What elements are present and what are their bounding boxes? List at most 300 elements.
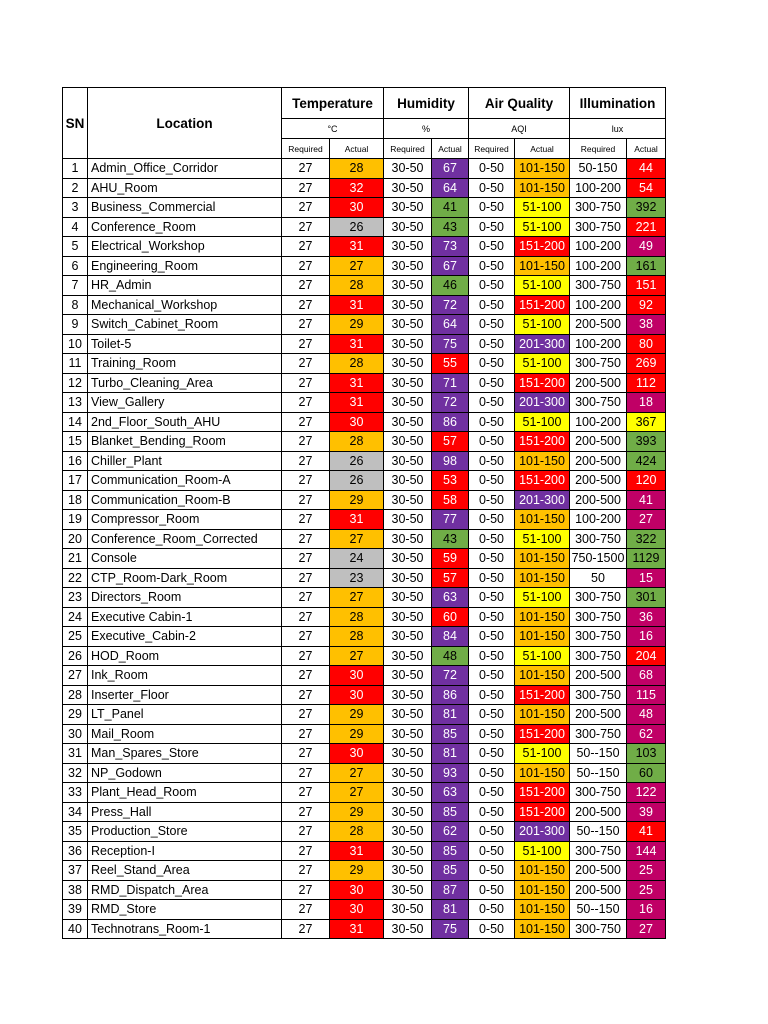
humidity-required-cell: 30-50 (384, 490, 432, 510)
air-quality-actual-cell: 101-150 (515, 666, 570, 686)
temperature-required-cell: 27 (282, 393, 330, 413)
location-cell: Electrical_Workshop (88, 237, 282, 257)
temperature-actual-cell: 28 (330, 432, 384, 452)
sn-cell: 30 (63, 724, 88, 744)
air-quality-required-cell: 0-50 (469, 705, 515, 725)
temperature-required-cell: 27 (282, 802, 330, 822)
air-quality-required-cell: 0-50 (469, 685, 515, 705)
location-cell: Blanket_Bending_Room (88, 432, 282, 452)
location-cell: Engineering_Room (88, 256, 282, 276)
illumination-required-cell: 300-750 (570, 627, 627, 647)
humidity-required-cell: 30-50 (384, 159, 432, 179)
table-body (63, 159, 666, 939)
temperature-required-cell: 27 (282, 198, 330, 218)
location-cell: Compressor_Room (88, 510, 282, 530)
table-row (63, 159, 666, 179)
table-row (63, 744, 666, 764)
sn-cell: 25 (63, 627, 88, 647)
illumination-required-cell: 750-1500 (570, 549, 627, 569)
illumination-actual-cell: 48 (627, 705, 666, 725)
illumination-required-cell: 200-500 (570, 315, 627, 335)
illumination-actual-cell: 112 (627, 373, 666, 393)
illumination-actual-cell: 115 (627, 685, 666, 705)
air-quality-actual-cell: 101-150 (515, 549, 570, 569)
temperature-required-cell: 27 (282, 178, 330, 198)
illumination-required-cell: 50--150 (570, 763, 627, 783)
air-quality-required-cell: 0-50 (469, 783, 515, 803)
humidity-actual-cell: 57 (432, 568, 469, 588)
humidity-actual-cell: 81 (432, 705, 469, 725)
illumination-actual-cell: 392 (627, 198, 666, 218)
air-quality-required-cell: 0-50 (469, 432, 515, 452)
table-row (63, 315, 666, 335)
illumination-required-cell: 200-500 (570, 373, 627, 393)
illumination-actual-cell: 393 (627, 432, 666, 452)
humidity-actual-cell: 64 (432, 178, 469, 198)
air-quality-required-cell: 0-50 (469, 588, 515, 608)
illumination-actual-cell: 322 (627, 529, 666, 549)
air-quality-actual-cell: 101-150 (515, 705, 570, 725)
illumination-required-cell: 300-750 (570, 217, 627, 237)
location-cell: HR_Admin (88, 276, 282, 296)
table-row (63, 705, 666, 725)
humidity-unit: % (384, 119, 469, 139)
humidity-actual-cell: 85 (432, 802, 469, 822)
location-cell: HOD_Room (88, 646, 282, 666)
air-quality-required-cell: 0-50 (469, 159, 515, 179)
air-quality-actual-cell: 51-100 (515, 588, 570, 608)
humidity-actual-cell: 85 (432, 861, 469, 881)
temperature-actual-cell: 24 (330, 549, 384, 569)
air-quality-actual-cell: 51-100 (515, 276, 570, 296)
illumination-actual-cell: 49 (627, 237, 666, 257)
sn-cell: 24 (63, 607, 88, 627)
air-quality-actual-cell: 151-200 (515, 432, 570, 452)
air-quality-unit: AQI (469, 119, 570, 139)
temperature-actual-cell: 29 (330, 705, 384, 725)
table-row (63, 919, 666, 939)
illumination-actual-cell: 15 (627, 568, 666, 588)
sn-cell: 6 (63, 256, 88, 276)
humidity-required-cell: 30-50 (384, 588, 432, 608)
humidity-required-cell: 30-50 (384, 705, 432, 725)
sn-cell: 38 (63, 880, 88, 900)
table-row (63, 549, 666, 569)
illumination-actual-cell: 54 (627, 178, 666, 198)
air-quality-required-cell: 0-50 (469, 607, 515, 627)
air-quality-required-cell: 0-50 (469, 763, 515, 783)
sn-cell: 21 (63, 549, 88, 569)
table-row (63, 354, 666, 374)
air-quality-required-cell: 0-50 (469, 451, 515, 471)
air-quality-required-cell: 0-50 (469, 217, 515, 237)
temperature-actual-cell: 27 (330, 763, 384, 783)
table-row (63, 510, 666, 530)
temperature-actual-cell: 30 (330, 744, 384, 764)
temperature-actual-cell: 30 (330, 685, 384, 705)
humidity-actual-cell: 63 (432, 783, 469, 803)
air-quality-actual-cell: 51-100 (515, 744, 570, 764)
temperature-required-cell: 27 (282, 432, 330, 452)
humidity-actual-cell: 86 (432, 412, 469, 432)
humidity-actual-cell: 86 (432, 685, 469, 705)
air-quality-required-cell: 0-50 (469, 549, 515, 569)
illumination-required-cell: 300-750 (570, 276, 627, 296)
sn-cell: 19 (63, 510, 88, 530)
illumination-required-cell: 300-750 (570, 783, 627, 803)
illumination-required-cell: 50--150 (570, 822, 627, 842)
location-cell: Man_Spares_Store (88, 744, 282, 764)
temperature-actual-cell: 27 (330, 256, 384, 276)
humidity-required-cell: 30-50 (384, 217, 432, 237)
humidity-actual-cell: 73 (432, 237, 469, 257)
sn-cell: 17 (63, 471, 88, 491)
temperature-required-cell: 27 (282, 705, 330, 725)
illumination-required-cell: 100-200 (570, 295, 627, 315)
air-quality-required-cell: 0-50 (469, 237, 515, 257)
sn-cell: 5 (63, 237, 88, 257)
illumination-actual-header: Actual (627, 139, 666, 159)
environment-table (62, 87, 666, 939)
illumination-required-cell: 100-200 (570, 412, 627, 432)
table-row (63, 861, 666, 881)
air-quality-actual-cell: 51-100 (515, 217, 570, 237)
table-row (63, 880, 666, 900)
air-quality-actual-cell: 101-150 (515, 510, 570, 530)
temperature-required-cell: 27 (282, 373, 330, 393)
illumination-required-cell: 200-500 (570, 666, 627, 686)
location-cell: Business_Commercial (88, 198, 282, 218)
sn-cell: 34 (63, 802, 88, 822)
air-quality-required-cell: 0-50 (469, 666, 515, 686)
humidity-required-cell: 30-50 (384, 178, 432, 198)
air-quality-required-cell: 0-50 (469, 841, 515, 861)
location-cell: Plant_Head_Room (88, 783, 282, 803)
illumination-required-cell: 300-750 (570, 588, 627, 608)
humidity-actual-cell: 43 (432, 217, 469, 237)
temperature-required-cell: 27 (282, 510, 330, 530)
temperature-required-cell: 27 (282, 919, 330, 939)
air-quality-required-cell: 0-50 (469, 295, 515, 315)
sn-cell: 14 (63, 412, 88, 432)
table-row (63, 198, 666, 218)
humidity-actual-cell: 72 (432, 295, 469, 315)
illumination-required-cell: 100-200 (570, 256, 627, 276)
temperature-actual-cell: 31 (330, 510, 384, 530)
temperature-actual-cell: 28 (330, 159, 384, 179)
air-quality-actual-cell: 101-150 (515, 451, 570, 471)
location-cell: Executive_Cabin-2 (88, 627, 282, 647)
air-quality-actual-cell: 151-200 (515, 724, 570, 744)
temperature-required-cell: 27 (282, 295, 330, 315)
table-row (63, 217, 666, 237)
illumination-required-cell: 300-750 (570, 529, 627, 549)
sn-cell: 15 (63, 432, 88, 452)
air-quality-actual-cell: 201-300 (515, 822, 570, 842)
humidity-header: Humidity (384, 88, 469, 119)
location-cell: Inserter_Floor (88, 685, 282, 705)
humidity-actual-cell: 81 (432, 744, 469, 764)
air-quality-actual-cell: 151-200 (515, 373, 570, 393)
humidity-actual-cell: 77 (432, 510, 469, 530)
illumination-actual-cell: 41 (627, 822, 666, 842)
air-quality-actual-cell: 151-200 (515, 802, 570, 822)
illumination-required-cell: 100-200 (570, 334, 627, 354)
illumination-actual-cell: 120 (627, 471, 666, 491)
location-cell: Mechanical_Workshop (88, 295, 282, 315)
location-cell: RMD_Dispatch_Area (88, 880, 282, 900)
sn-cell: 1 (63, 159, 88, 179)
illumination-actual-cell: 38 (627, 315, 666, 335)
temperature-required-cell: 27 (282, 237, 330, 257)
table-row (63, 295, 666, 315)
table-row (63, 724, 666, 744)
table-row (63, 783, 666, 803)
illumination-required-cell: 200-500 (570, 490, 627, 510)
air-quality-required-cell: 0-50 (469, 861, 515, 881)
sn-cell: 10 (63, 334, 88, 354)
illumination-required-cell: 300-750 (570, 607, 627, 627)
illumination-required-cell: 200-500 (570, 861, 627, 881)
humidity-required-cell: 30-50 (384, 256, 432, 276)
humidity-actual-header: Actual (432, 139, 469, 159)
table-row (63, 822, 666, 842)
temperature-actual-cell: 30 (330, 666, 384, 686)
table-row (63, 256, 666, 276)
sn-cell: 4 (63, 217, 88, 237)
illumination-actual-cell: 103 (627, 744, 666, 764)
air-quality-actual-cell: 151-200 (515, 783, 570, 803)
table-row (63, 178, 666, 198)
temperature-required-cell: 27 (282, 412, 330, 432)
air-quality-actual-cell: 201-300 (515, 490, 570, 510)
location-header: Location (88, 88, 282, 159)
illumination-required-cell: 300-750 (570, 685, 627, 705)
table-row (63, 568, 666, 588)
humidity-required-cell: 30-50 (384, 549, 432, 569)
humidity-required-cell: 30-50 (384, 471, 432, 491)
illumination-actual-cell: 424 (627, 451, 666, 471)
illumination-actual-cell: 204 (627, 646, 666, 666)
illumination-required-cell: 300-750 (570, 393, 627, 413)
illumination-actual-cell: 16 (627, 627, 666, 647)
air-quality-required-cell: 0-50 (469, 627, 515, 647)
humidity-required-cell: 30-50 (384, 744, 432, 764)
air-quality-required-cell: 0-50 (469, 724, 515, 744)
air-quality-required-cell: 0-50 (469, 178, 515, 198)
air-quality-required-cell: 0-50 (469, 276, 515, 296)
table-row (63, 490, 666, 510)
humidity-required-cell: 30-50 (384, 568, 432, 588)
sn-cell: 28 (63, 685, 88, 705)
sn-cell: 9 (63, 315, 88, 335)
humidity-actual-cell: 84 (432, 627, 469, 647)
humidity-required-cell: 30-50 (384, 607, 432, 627)
humidity-actual-cell: 81 (432, 900, 469, 920)
temperature-required-cell: 27 (282, 568, 330, 588)
sn-header: SN (63, 88, 88, 159)
location-cell: Communication_Room-A (88, 471, 282, 491)
humidity-required-cell: 30-50 (384, 763, 432, 783)
temperature-required-cell: 27 (282, 627, 330, 647)
location-cell: Switch_Cabinet_Room (88, 315, 282, 335)
location-cell: Training_Room (88, 354, 282, 374)
humidity-actual-cell: 64 (432, 315, 469, 335)
temperature-actual-cell: 30 (330, 198, 384, 218)
illumination-required-cell: 300-750 (570, 724, 627, 744)
air-quality-required-cell: 0-50 (469, 919, 515, 939)
sn-cell: 29 (63, 705, 88, 725)
table-row (63, 529, 666, 549)
sn-cell: 22 (63, 568, 88, 588)
humidity-actual-cell: 57 (432, 432, 469, 452)
air-quality-required-cell: 0-50 (469, 354, 515, 374)
temperature-actual-cell: 26 (330, 471, 384, 491)
air-quality-actual-cell: 151-200 (515, 237, 570, 257)
sn-cell: 2 (63, 178, 88, 198)
sn-cell: 33 (63, 783, 88, 803)
air-quality-actual-cell: 51-100 (515, 198, 570, 218)
humidity-required-cell: 30-50 (384, 354, 432, 374)
sn-cell: 23 (63, 588, 88, 608)
temperature-required-cell: 27 (282, 900, 330, 920)
illumination-required-cell: 50-150 (570, 159, 627, 179)
humidity-actual-cell: 67 (432, 256, 469, 276)
air-quality-actual-cell: 101-150 (515, 763, 570, 783)
humidity-required-cell: 30-50 (384, 627, 432, 647)
temperature-required-cell: 27 (282, 217, 330, 237)
location-cell: AHU_Room (88, 178, 282, 198)
humidity-actual-cell: 63 (432, 588, 469, 608)
humidity-actual-cell: 59 (432, 549, 469, 569)
air-quality-actual-cell: 51-100 (515, 412, 570, 432)
sn-cell: 26 (63, 646, 88, 666)
sn-cell: 32 (63, 763, 88, 783)
sn-cell: 11 (63, 354, 88, 374)
humidity-required-cell: 30-50 (384, 802, 432, 822)
air-quality-actual-cell: 101-150 (515, 627, 570, 647)
sn-cell: 16 (63, 451, 88, 471)
temperature-required-header: Required (282, 139, 330, 159)
humidity-actual-cell: 60 (432, 607, 469, 627)
air-quality-required-cell: 0-50 (469, 646, 515, 666)
humidity-required-cell: 30-50 (384, 373, 432, 393)
air-quality-required-cell: 0-50 (469, 568, 515, 588)
table-row (63, 588, 666, 608)
temperature-required-cell: 27 (282, 276, 330, 296)
humidity-actual-cell: 41 (432, 198, 469, 218)
illumination-required-cell: 200-500 (570, 880, 627, 900)
air-quality-required-cell: 0-50 (469, 802, 515, 822)
illumination-actual-cell: 151 (627, 276, 666, 296)
temperature-actual-cell: 23 (330, 568, 384, 588)
table-row (63, 276, 666, 296)
illumination-required-cell: 200-500 (570, 451, 627, 471)
air-quality-actual-cell: 51-100 (515, 841, 570, 861)
location-cell: Production_Store (88, 822, 282, 842)
table-row (63, 393, 666, 413)
humidity-actual-cell: 75 (432, 919, 469, 939)
air-quality-required-cell: 0-50 (469, 471, 515, 491)
temperature-actual-cell: 29 (330, 861, 384, 881)
location-cell: Executive Cabin-1 (88, 607, 282, 627)
temperature-required-cell: 27 (282, 646, 330, 666)
humidity-actual-cell: 48 (432, 646, 469, 666)
humidity-required-cell: 30-50 (384, 685, 432, 705)
air-quality-required-cell: 0-50 (469, 490, 515, 510)
humidity-required-cell: 30-50 (384, 783, 432, 803)
location-cell: CTP_Room-Dark_Room (88, 568, 282, 588)
humidity-required-cell: 30-50 (384, 334, 432, 354)
sn-cell: 37 (63, 861, 88, 881)
table-row (63, 841, 666, 861)
air-quality-required-cell: 0-50 (469, 744, 515, 764)
illumination-required-cell: 50--150 (570, 744, 627, 764)
air-quality-header: Air Quality (469, 88, 570, 119)
temperature-required-cell: 27 (282, 315, 330, 335)
table-row (63, 412, 666, 432)
air-quality-required-cell: 0-50 (469, 822, 515, 842)
air-quality-actual-cell: 51-100 (515, 354, 570, 374)
air-quality-required-cell: 0-50 (469, 393, 515, 413)
location-cell: Press_Hall (88, 802, 282, 822)
air-quality-actual-cell: 101-150 (515, 900, 570, 920)
table-row (63, 432, 666, 452)
air-quality-actual-cell: 101-150 (515, 159, 570, 179)
temperature-actual-header: Actual (330, 139, 384, 159)
humidity-required-cell: 30-50 (384, 393, 432, 413)
temperature-actual-cell: 31 (330, 334, 384, 354)
temperature-required-cell: 27 (282, 685, 330, 705)
temperature-required-cell: 27 (282, 841, 330, 861)
humidity-required-cell: 30-50 (384, 237, 432, 257)
air-quality-actual-cell: 151-200 (515, 685, 570, 705)
illumination-required-cell: 100-200 (570, 237, 627, 257)
table-row (63, 646, 666, 666)
humidity-actual-cell: 87 (432, 880, 469, 900)
illumination-actual-cell: 221 (627, 217, 666, 237)
sn-cell: 20 (63, 529, 88, 549)
air-quality-required-cell: 0-50 (469, 315, 515, 335)
table-row (63, 471, 666, 491)
location-cell: Chiller_Plant (88, 451, 282, 471)
sn-cell: 27 (63, 666, 88, 686)
sn-cell: 39 (63, 900, 88, 920)
air-quality-required-cell: 0-50 (469, 900, 515, 920)
humidity-actual-cell: 71 (432, 373, 469, 393)
air-quality-actual-cell: 101-150 (515, 861, 570, 881)
temperature-unit: °C (282, 119, 384, 139)
temperature-actual-cell: 28 (330, 627, 384, 647)
illumination-unit: lux (570, 119, 666, 139)
air-quality-required-cell: 0-50 (469, 510, 515, 530)
air-quality-required-cell: 0-50 (469, 373, 515, 393)
location-cell: Console (88, 549, 282, 569)
temperature-required-cell: 27 (282, 451, 330, 471)
illumination-actual-cell: 27 (627, 510, 666, 530)
location-cell: RMD_Store (88, 900, 282, 920)
temperature-actual-cell: 26 (330, 451, 384, 471)
temperature-required-cell: 27 (282, 666, 330, 686)
illumination-actual-cell: 161 (627, 256, 666, 276)
location-cell: Reel_Stand_Area (88, 861, 282, 881)
temperature-actual-cell: 27 (330, 529, 384, 549)
temperature-actual-cell: 31 (330, 237, 384, 257)
humidity-actual-cell: 85 (432, 724, 469, 744)
illumination-actual-cell: 301 (627, 588, 666, 608)
illumination-actual-cell: 80 (627, 334, 666, 354)
air-quality-required-cell: 0-50 (469, 256, 515, 276)
